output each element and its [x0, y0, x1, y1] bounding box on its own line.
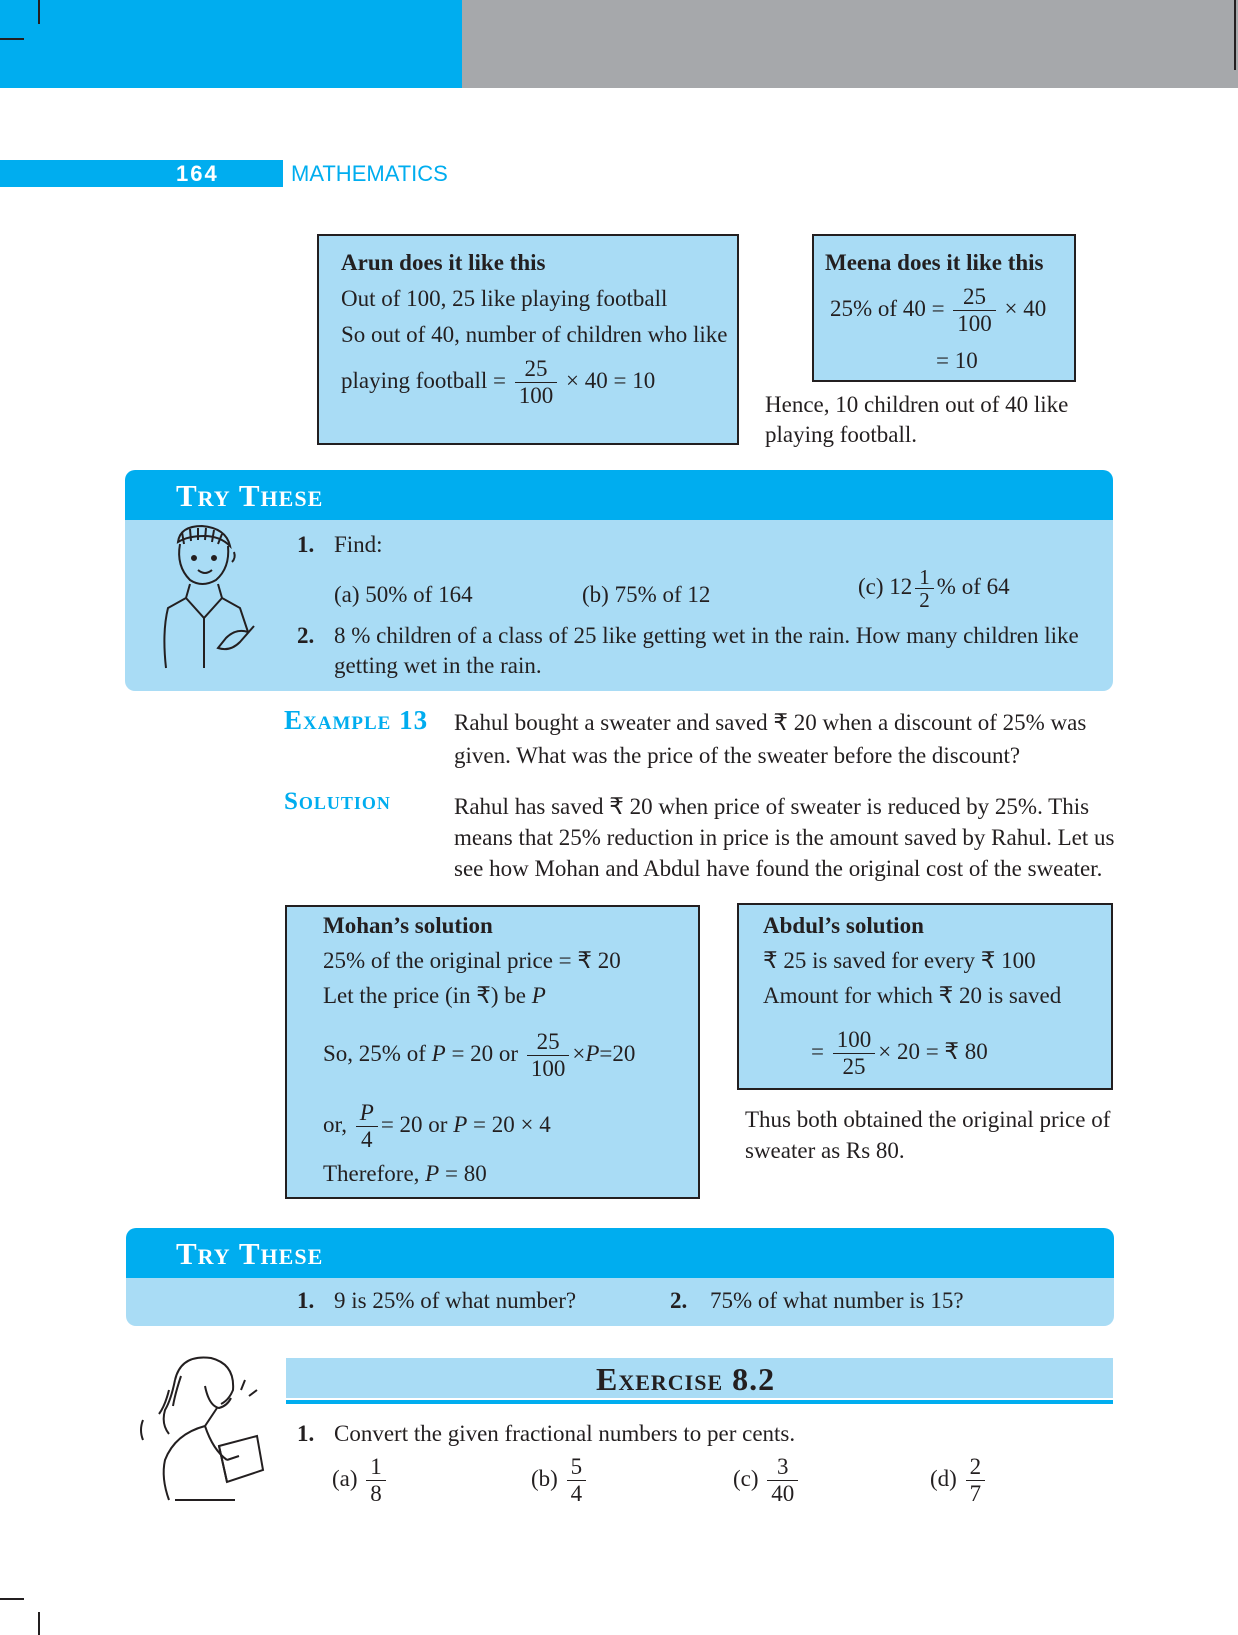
mohan-line3-b: = 20 or [445, 1040, 519, 1066]
variable-p: P [585, 1040, 600, 1066]
boy-illustration [160, 522, 255, 672]
thus-line1: Thus both obtained the original price of [745, 1107, 1111, 1132]
crop-mark [1234, 0, 1236, 70]
mohan-line4-a: or, [323, 1111, 347, 1137]
solution-line1: Rahul has saved ₹ 20 when price of sweater is reduced by 25%. This [454, 794, 1090, 819]
option-fraction [567, 1454, 587, 1507]
variable-p: P [453, 1111, 468, 1137]
tt1-option-c-prefix: (c) 12 [858, 573, 913, 599]
arun-box [317, 234, 739, 445]
fraction-numerator: 1 [366, 1454, 386, 1481]
exercise-underline [286, 1400, 1113, 1404]
option-label: (a) [332, 1465, 358, 1491]
tt1-q1-text: Find: [334, 532, 383, 557]
fraction-denominator: 8 [370, 1481, 382, 1506]
abdul-fraction [833, 1027, 876, 1080]
page-number: 164 [176, 161, 219, 186]
meena-prefix: 25% of 40 = [830, 295, 945, 321]
try-these-1-title: Try These [176, 478, 324, 513]
fraction-numerator: 2 [966, 1454, 986, 1481]
arun-fraction [515, 356, 558, 409]
fraction-numerator: 5 [567, 1454, 587, 1481]
fraction-denominator: 4 [361, 1127, 373, 1152]
example-line1: Rahul bought a sweater and saved ₹ 20 when a discount of 25% was [454, 710, 1087, 735]
arun-line1: Out of 100, 25 like playing football [341, 286, 668, 311]
fraction-numerator: 3 [767, 1454, 798, 1481]
crop-mark [38, 1612, 40, 1635]
meena-title: Meena does it like this [825, 250, 1044, 275]
mohan-line3-a: So, 25% of [323, 1040, 432, 1066]
top-banner-blue [0, 0, 462, 88]
mohan-line3-d: =20 [599, 1040, 636, 1066]
mohan-line5-b: = 80 [439, 1161, 487, 1186]
subject-title: MATHEMATICS [291, 161, 448, 186]
abdul-equation [811, 1027, 988, 1080]
tt2-q2-number: 2. [670, 1288, 688, 1313]
tt2-q1-number: 1. [297, 1288, 315, 1313]
try-these-2-title: Try These [176, 1236, 324, 1271]
abdul-eq-prefix: = [811, 1038, 824, 1064]
top-banner-grey [462, 0, 1238, 88]
meena-suffix: × 40 [1004, 295, 1047, 321]
fraction-denominator: 40 [771, 1481, 795, 1506]
meena-box [812, 234, 1076, 382]
tt1-option-c-suffix: % of 64 [936, 573, 1010, 599]
abdul-title: Abdul’s solution [763, 913, 924, 938]
fraction-denominator: 100 [518, 383, 554, 408]
exercise-q1-text: Convert the given fractional numbers to per cents. [334, 1421, 796, 1446]
crop-mark [0, 38, 24, 40]
tt1-q1-number: 1. [297, 532, 315, 557]
tt1-option-c [858, 566, 1010, 611]
exercise-q1-number: 1. [297, 1421, 315, 1446]
tt1-option-c-fraction [915, 566, 934, 611]
mohan-line5-a: Therefore, [323, 1161, 426, 1186]
abdul-line1: ₹ 25 is saved for every ₹ 100 [763, 948, 1036, 973]
fraction-denominator: 2 [919, 588, 930, 612]
mohan-line4-b: = 20 or [380, 1111, 454, 1137]
mohan-line1: 25% of the original price = ₹ 20 [323, 948, 621, 973]
exercise-option-a [332, 1454, 389, 1507]
solution-line3: see how Mohan and Abdul have found the original cost of the sweater. [454, 856, 1103, 881]
abdul-eq-suffix: × 20 = ₹ 80 [878, 1038, 988, 1064]
fraction-numerator: 1 [915, 566, 934, 589]
meena-result: = 10 [936, 348, 978, 373]
mohan-line3-c: × [572, 1040, 586, 1066]
fraction-denominator: 7 [969, 1481, 982, 1506]
fraction-numerator: P [356, 1100, 378, 1127]
solution-label: Solution [284, 788, 391, 815]
example-label: Example 13 [284, 705, 429, 735]
tt1-q2-number: 2. [297, 623, 315, 648]
option-fraction [366, 1454, 386, 1507]
mohan-line2-text: Let the price (in ₹) be [323, 983, 532, 1008]
page-number-bar [0, 160, 283, 187]
fraction-denominator: 100 [957, 311, 992, 336]
arun-line2: So out of 40, number of children who like [341, 322, 728, 347]
fraction-numerator: 25 [527, 1029, 570, 1056]
fraction-denominator: 25 [842, 1054, 866, 1079]
mohan-line4-c: = 20 × 4 [467, 1111, 551, 1137]
thus-line2: sweater as Rs 80. [745, 1138, 905, 1163]
crop-mark [0, 1598, 24, 1600]
arun-line3-suffix: × 40 = 10 [566, 367, 656, 393]
arun-line3 [341, 356, 655, 409]
mohan-title: Mohan’s solution [323, 913, 493, 938]
variable-p: P [531, 983, 546, 1008]
mohan-fraction-p4 [356, 1100, 378, 1153]
option-fraction [966, 1454, 986, 1507]
try-these-2-body [126, 1278, 1114, 1326]
abdul-line2: Amount for which ₹ 20 is saved [763, 983, 1062, 1008]
solution-line2: means that 25% reduction in price is the amount saved by Rahul. Let us [454, 825, 1115, 850]
option-label: (d) [930, 1465, 957, 1491]
variable-p: P [431, 1040, 446, 1066]
girl-reading-illustration [135, 1350, 275, 1510]
exercise-option-b [531, 1454, 589, 1507]
fraction-numerator: 25 [953, 284, 996, 311]
fraction-denominator: 100 [530, 1056, 566, 1081]
option-label: (c) [733, 1465, 759, 1491]
fraction-denominator: 4 [570, 1481, 583, 1506]
tt1-q2-line2: getting wet in the rain. [334, 653, 542, 678]
example-line2: given. What was the price of the sweater before the discount? [454, 743, 1021, 768]
fraction-numerator: 100 [833, 1027, 876, 1054]
hence-line2: playing football. [765, 422, 918, 447]
option-label: (b) [531, 1465, 558, 1491]
exercise-title: Exercise 8.2 [596, 1361, 776, 1397]
exercise-option-c [733, 1454, 801, 1507]
arun-line3-prefix: playing football = [341, 367, 506, 393]
tt2-q1-text: 9 is 25% of what number? [334, 1288, 577, 1313]
mohan-line5 [323, 1159, 487, 1189]
exercise-option-d [930, 1454, 988, 1507]
mohan-line4 [323, 1100, 551, 1153]
mohan-line3 [323, 1029, 635, 1082]
arun-title: Arun does it like this [341, 250, 546, 275]
tt1-option-b: (b) 75% of 12 [582, 582, 711, 607]
option-fraction [767, 1454, 798, 1507]
mohan-line2 [323, 981, 546, 1011]
hence-line1: Hence, 10 children out of 40 like [765, 392, 1069, 417]
crop-mark [38, 0, 40, 24]
tt1-q2-line1: 8 % children of a class of 25 like getting wet in the rain. How many children like [334, 623, 1079, 648]
tt2-q2-text: 75% of what number is 15? [710, 1288, 964, 1313]
variable-p: P [425, 1161, 440, 1186]
meena-fraction [953, 284, 996, 337]
mohan-fraction [527, 1029, 570, 1082]
meena-equation [830, 284, 1046, 337]
fraction-numerator: 25 [515, 356, 558, 383]
tt1-option-a: (a) 50% of 164 [334, 582, 473, 607]
abdul-box [737, 903, 1113, 1090]
mohan-box [285, 905, 700, 1199]
